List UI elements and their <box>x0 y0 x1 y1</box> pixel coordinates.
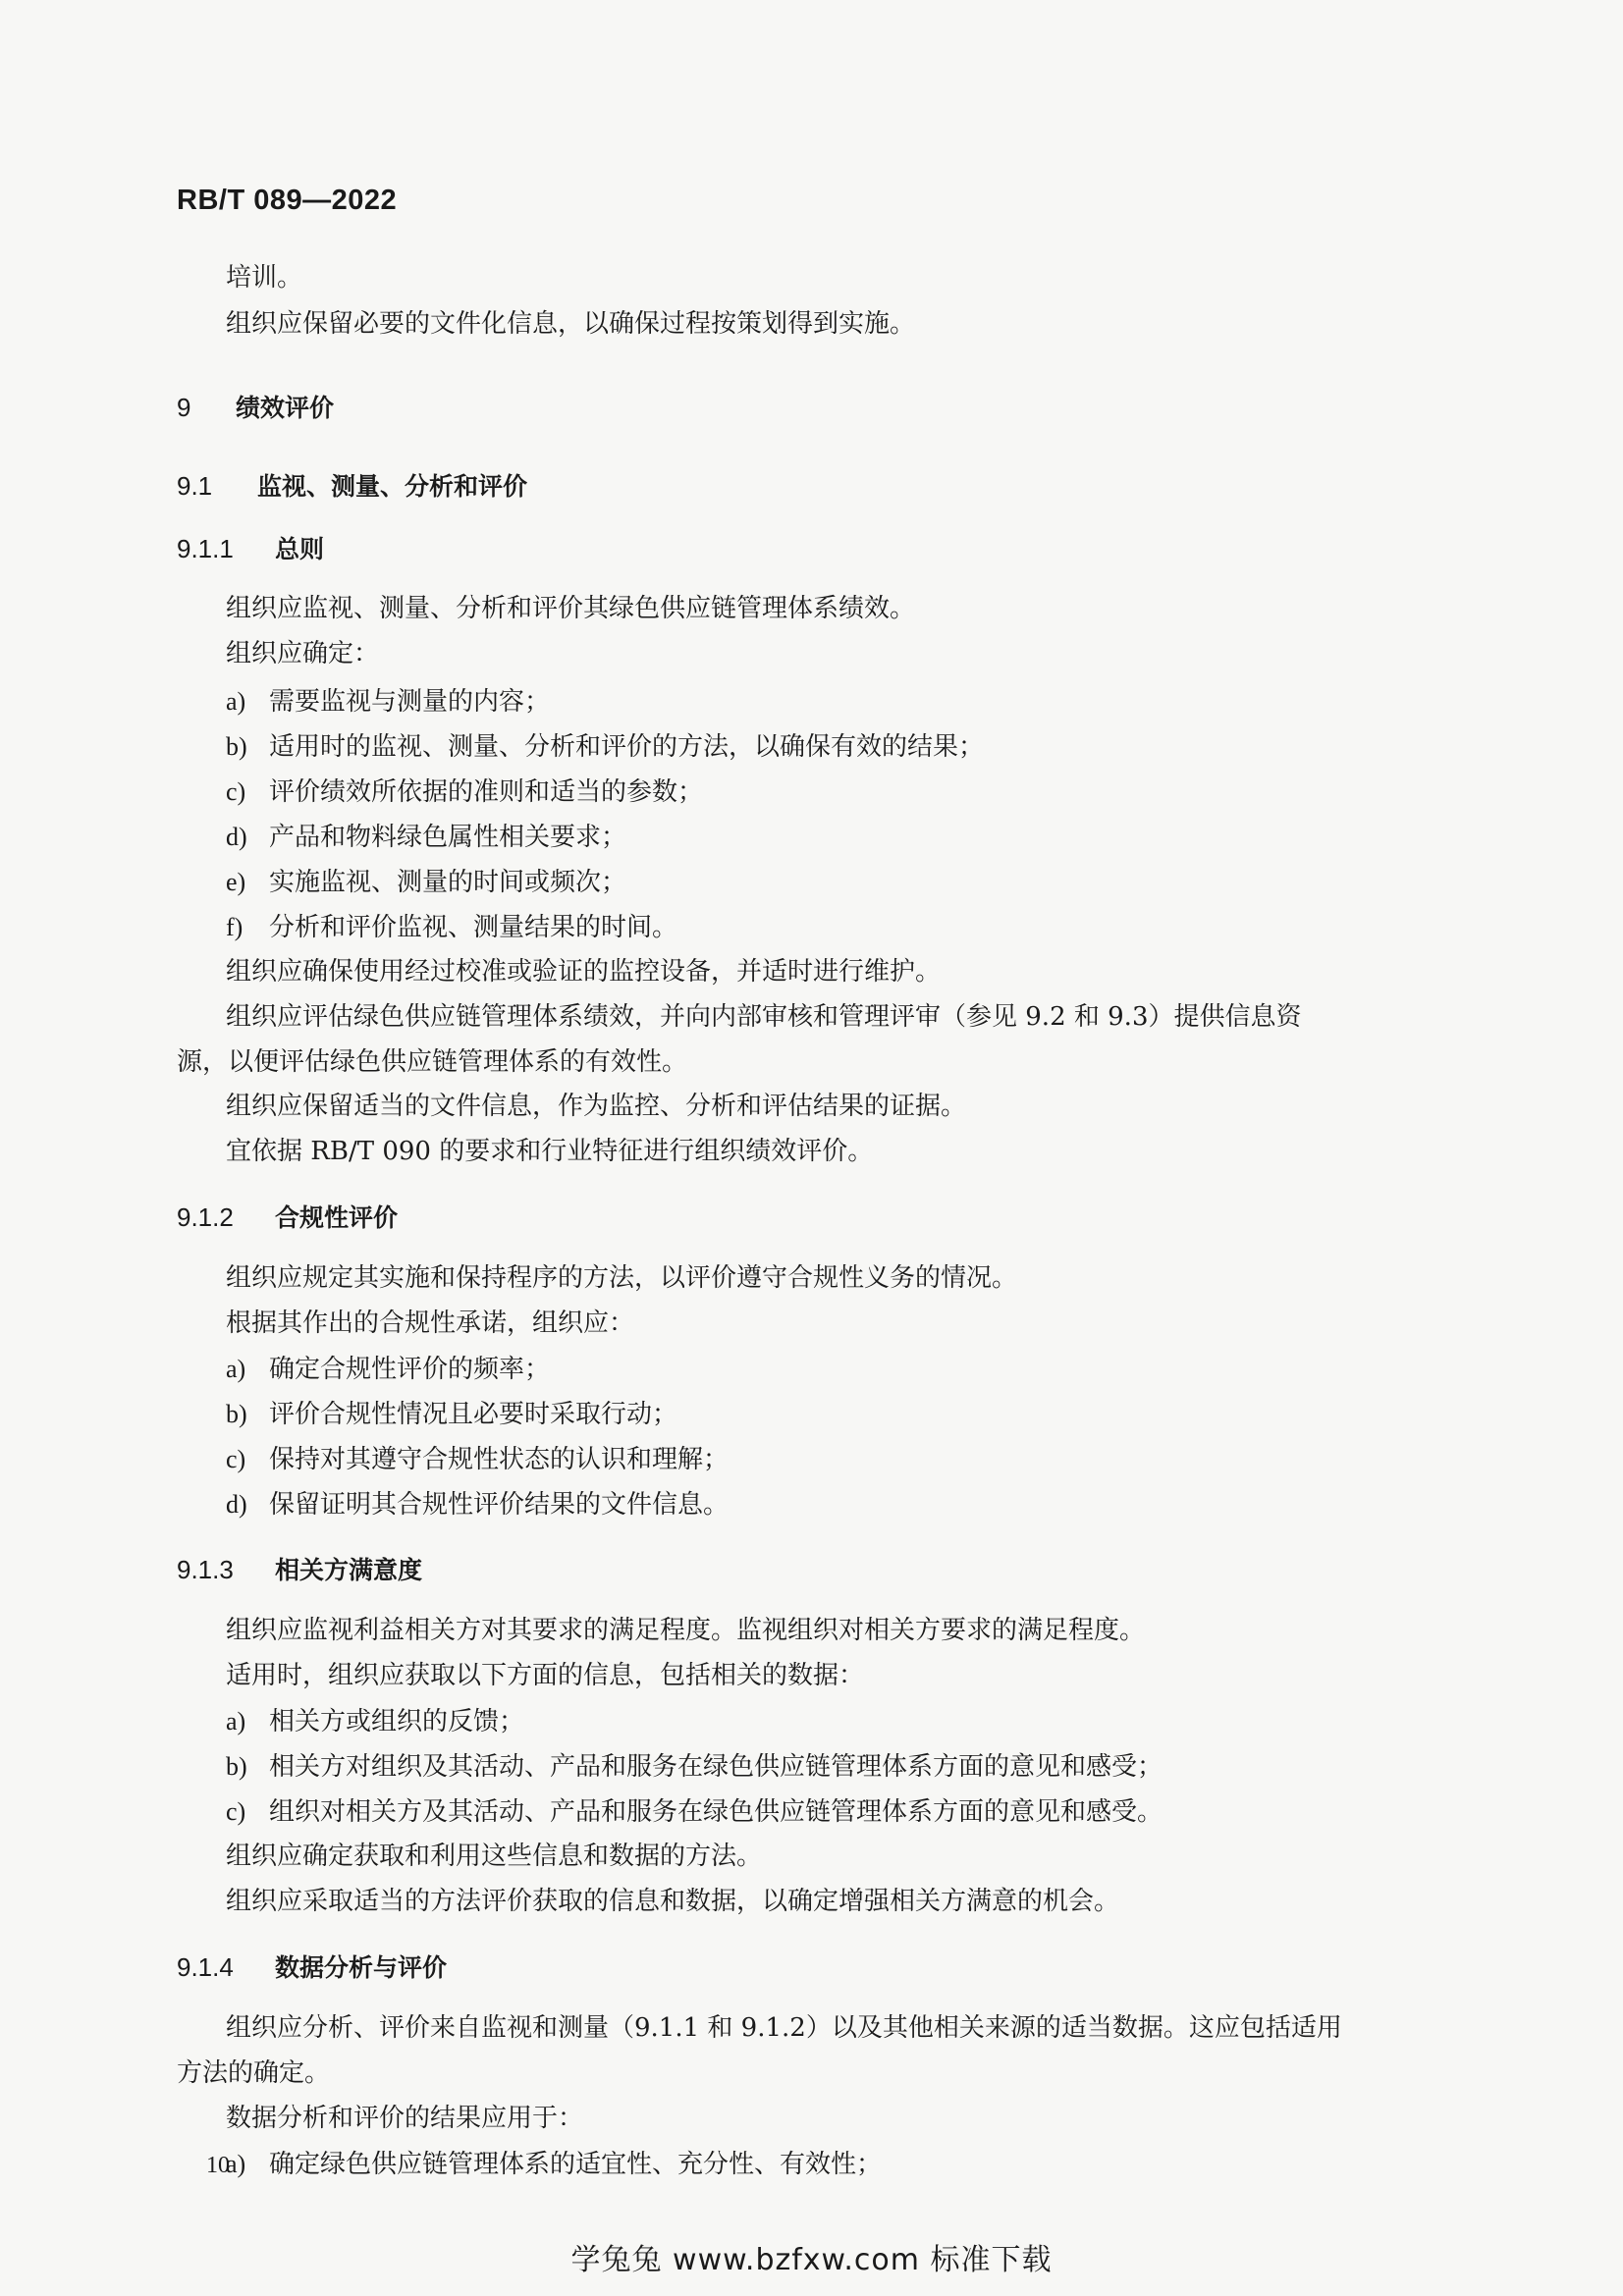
section-title: 数据分析与评价 <box>275 1953 448 1982</box>
list-item-text: 确定绿色供应链管理体系的适宜性、充分性、有效性； <box>269 2150 883 2179</box>
list-item-text: 产品和物料绿色属性相关要求； <box>269 823 627 852</box>
document-id-header: RB/T 089—2022 <box>177 185 398 216</box>
section-number: 9 <box>177 393 191 422</box>
section-heading <box>177 393 334 424</box>
section-heading <box>177 1952 447 1984</box>
list-item <box>226 912 677 943</box>
list-item <box>226 1399 677 1430</box>
paragraph-line: 组织应采取适当的方法评价获取的信息和数据，以确定增强相关方满意的机会。 <box>226 1887 1120 1916</box>
section-number: 9.1 <box>177 471 213 501</box>
list-item-text: 需要监视与测量的内容； <box>269 687 551 717</box>
paragraph-line: 组织应分析、评价来自监视和测量（9.1.1 和 9.1.2）以及其他相关来源的适当数据。这应包括适用 <box>226 2013 1342 2043</box>
list-item <box>226 1796 1163 1828</box>
paragraph-line: 组织应保留必要的文件化信息，以确保过程按策划得到实施。 <box>226 309 916 339</box>
list-item-label: a) <box>226 687 246 716</box>
list-item-text: 保留证明其合规性评价结果的文件信息。 <box>269 1490 730 1520</box>
list-item-text: 评价合规性情况且必要时采取行动； <box>269 1400 678 1429</box>
list-item-label: b) <box>226 1400 247 1428</box>
list-item <box>226 731 984 763</box>
paragraph-line: 组织应监视、测量、分析和评价其绿色供应链管理体系绩效。 <box>226 594 916 623</box>
section-title: 合规性评价 <box>275 1203 399 1232</box>
list-item <box>226 1751 1163 1783</box>
section-title: 相关方满意度 <box>275 1556 423 1584</box>
list-item-text: 相关方或组织的反馈； <box>269 1707 525 1736</box>
section-number: 9.1.4 <box>177 1952 234 1982</box>
paragraph-continuation: 源，以便评估绿色供应链管理体系的有效性。 <box>177 1047 688 1077</box>
paragraph-line: 组织应评估绿色供应链管理体系绩效，并向内部审核和管理评审（参见 9.2 和 9.3）提供信息资 <box>226 1002 1302 1032</box>
section-number: 9.1.1 <box>177 534 234 563</box>
page-number: 10 <box>206 2153 230 2178</box>
list-item-text: 评价绩效所依据的准则和适当的参数； <box>269 777 704 807</box>
watermark-footer: 学兔兔 www.bzfxw.com 标准下载 <box>570 2243 1053 2277</box>
paragraph-line: 数据分析和评价的结果应用于： <box>226 2104 584 2133</box>
list-item-text: 相关方对组织及其活动、产品和服务在绿色供应链管理体系方面的意见和感受； <box>269 1752 1163 1782</box>
list-item-text: 保持对其遵守合规性状态的认识和理解； <box>269 1445 730 1474</box>
section-number: 9.1.3 <box>177 1555 234 1584</box>
list-item-text: 实施监视、测量的时间或频次； <box>269 868 627 897</box>
list-item-label: f) <box>226 913 243 941</box>
section-title: 总则 <box>275 535 325 563</box>
list-item <box>226 1444 729 1475</box>
section-heading <box>177 471 527 503</box>
paragraph-continuation: 方法的确定。 <box>177 2058 331 2088</box>
list-item-label: a) <box>226 1355 246 1383</box>
list-item-label: a) <box>226 2150 246 2178</box>
list-item <box>226 2149 882 2180</box>
list-item <box>226 1706 524 1737</box>
list-item <box>226 1489 729 1521</box>
list-item-text: 分析和评价监视、测量结果的时间。 <box>269 913 678 942</box>
section-number: 9.1.2 <box>177 1202 234 1232</box>
section-heading <box>177 1555 422 1586</box>
list-item-label: c) <box>226 1445 246 1473</box>
list-item <box>226 1354 550 1385</box>
paragraph-line: 组织应规定其实施和保持程序的方法，以评价遵守合规性义务的情况。 <box>226 1263 1018 1293</box>
list-item <box>226 822 626 853</box>
section-heading <box>177 1202 398 1234</box>
list-item-label: a) <box>226 1707 246 1735</box>
list-item-label: b) <box>226 732 247 761</box>
list-item-label: b) <box>226 1752 247 1781</box>
list-item <box>226 686 550 718</box>
section-heading <box>177 534 324 565</box>
list-item-label: c) <box>226 1797 246 1826</box>
list-item-label: e) <box>226 868 246 896</box>
list-item-label: d) <box>226 1490 247 1519</box>
paragraph-line: 组织应确定： <box>226 639 380 668</box>
list-item <box>226 776 703 808</box>
paragraph-line: 组织应监视利益相关方对其要求的满足程度。监视组织对相关方要求的满足程度。 <box>226 1616 1146 1645</box>
list-item-label: d) <box>226 823 247 851</box>
paragraph-line: 组织应确保使用经过校准或验证的监控设备，并适时进行维护。 <box>226 957 942 987</box>
paragraph-line: 组织应保留适当的文件信息，作为监控、分析和评估结果的证据。 <box>226 1092 967 1121</box>
list-item <box>226 867 626 898</box>
paragraph-line: 适用时，组织应获取以下方面的信息，包括相关的数据： <box>226 1661 865 1690</box>
list-item-text: 组织对相关方及其活动、产品和服务在绿色供应链管理体系方面的意见和感受。 <box>269 1797 1163 1827</box>
paragraph-line: 培训。 <box>226 263 303 293</box>
list-item-label: c) <box>226 777 246 806</box>
list-item-text: 确定合规性评价的频率； <box>269 1355 551 1384</box>
paragraph-line: 宜依据 RB/T 090 的要求和行业特征进行组织绩效评价。 <box>226 1137 874 1166</box>
section-title: 绩效评价 <box>236 394 335 422</box>
paragraph-line: 组织应确定获取和利用这些信息和数据的方法。 <box>226 1842 763 1871</box>
section-title: 监视、测量、分析和评价 <box>257 472 528 501</box>
paragraph-line: 根据其作出的合规性承诺，组织应： <box>226 1308 635 1338</box>
list-item-text: 适用时的监视、测量、分析和评价的方法，以确保有效的结果； <box>269 732 985 762</box>
